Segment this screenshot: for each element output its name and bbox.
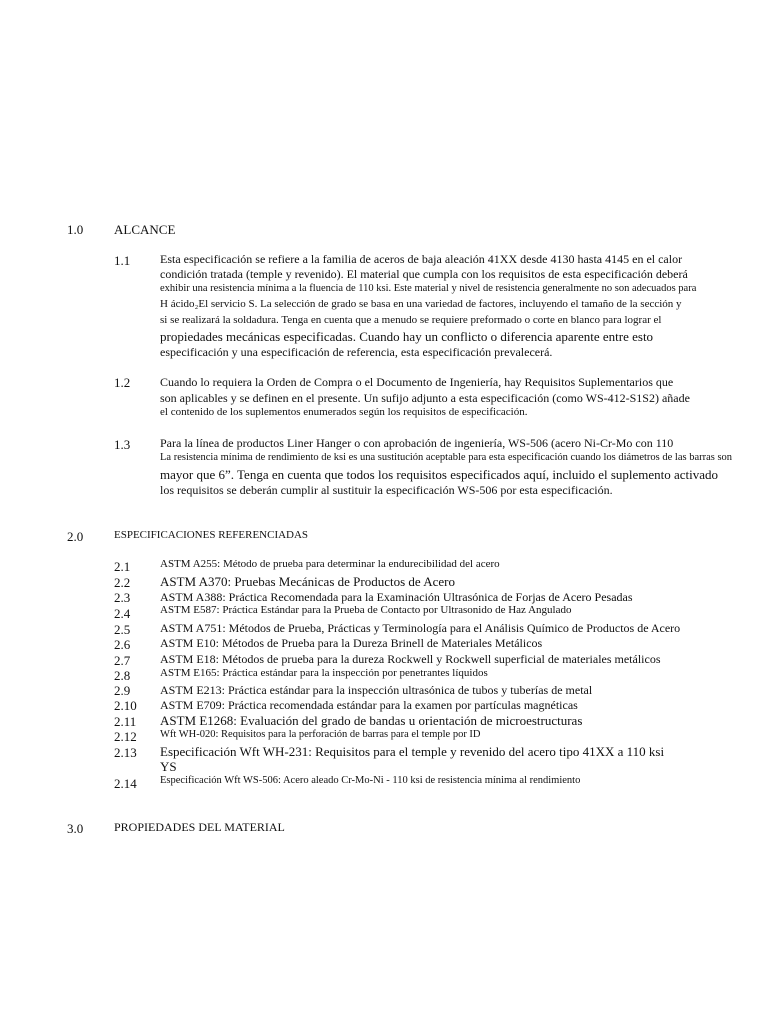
section-title: ESPECIFICACIONES REFERENCIADAS xyxy=(114,529,309,541)
reference-text: ASTM A370: Pruebas Mecánicas de Productos de Acero xyxy=(160,574,455,589)
paragraph-line: especificación y una especificación de referencia, esta especificación prevalecerá. xyxy=(160,345,553,359)
reference-number: 2.9 xyxy=(114,683,131,698)
reference-number: 2.5 xyxy=(114,622,131,637)
reference-text: Wft WH-020: Requisitos para la perforación de barras para el temple por ID xyxy=(160,729,481,740)
reference-number: 2.7 xyxy=(114,653,131,668)
paragraph-line: propiedades mecánicas especificadas. Cuando hay un conflicto o diferencia aparente entre esto xyxy=(160,329,654,344)
paragraph-line: son aplicables y se definen en el presente. Un sufijo adjunto a esta especificación (como WS-412-S1S2) añade xyxy=(160,391,690,405)
paragraph-line: Para la línea de productos Liner Hanger o con aprobación de ingeniería, WS-506 (acero Ni-Cr-Mo con 110 xyxy=(160,436,674,450)
paragraph-line: condición tratada (temple y revenido). El material que cumpla con los requisitos de esta especificación deberá xyxy=(160,267,688,281)
section-title: PROPIEDADES DEL MATERIAL xyxy=(114,820,285,834)
reference-number: 2.10 xyxy=(114,698,137,713)
paragraph-line: Cuando lo requiera la Orden de Compra o el Documento de Ingeniería, hay Requisitos Suplementarios que xyxy=(160,375,674,389)
reference-text: ASTM A751: Métodos de Prueba, Prácticas y Terminología para el Análisis Químico de Productos de Acero xyxy=(160,621,681,635)
reference-text: ASTM A255: Método de prueba para determinar la endurecibilidad del acero xyxy=(160,558,500,570)
paragraph-line: exhibir una resistencia mínima a la fluencia de 110 ksi. Este material y nivel de resistencia generalmente no son adecuados para xyxy=(160,283,697,294)
reference-text: ASTM E10: Métodos de Prueba para la Dureza Brinell de Materiales Metálicos xyxy=(160,636,543,650)
section-number: 2.0 xyxy=(67,529,84,544)
reference-number: 2.2 xyxy=(114,575,131,590)
reference-text-continuation: YS xyxy=(160,759,177,774)
paragraph-line: el contenido de los suplementos enumerados según los requisitos de especificación. xyxy=(160,406,528,418)
paragraph-line: Esta especificación se refiere a la familia de aceros de baja aleación 41XX desde 4130 hasta 4145 en el calor xyxy=(160,252,683,266)
reference-text: Especificación Wft WS-506: Acero aleado Cr-Mo-Ni - 110 ksi de resistencia mínima al rendimiento xyxy=(160,775,581,786)
reference-text: ASTM E709: Práctica recomendada estándar para la examen por partículas magnéticas xyxy=(160,698,578,712)
paragraph-line: mayor que 6”. Tenga en cuenta que todos los requisitos especificados aquí, incluido el suplemento activado xyxy=(160,467,719,482)
reference-text: ASTM E213: Práctica estándar para la inspección ultrasónica de tubos y tuberías de metal xyxy=(160,683,593,697)
paragraph-line: si se realizará la soldadura. Tenga en cuenta que a menudo se requiere preformado o corte en blanco para lograr el xyxy=(160,314,662,326)
reference-number: 2.12 xyxy=(114,729,137,744)
reference-number: 2.13 xyxy=(114,745,137,760)
reference-number: 2.11 xyxy=(114,714,137,729)
reference-text: Especificación Wft WH-231: Requisitos para el temple y revenido del acero tipo 41XX a 110 ksi xyxy=(160,744,665,759)
reference-number: 2.1 xyxy=(114,559,131,574)
subsection-number: 1.1 xyxy=(114,253,131,268)
section-number: 1.0 xyxy=(67,222,84,237)
reference-number: 2.3 xyxy=(114,590,131,605)
reference-number: 2.14 xyxy=(114,776,137,791)
section-number: 3.0 xyxy=(67,821,84,836)
subsection-number: 1.3 xyxy=(114,437,131,452)
paragraph-line: H ácido₂El servicio S. La selección de grado se basa en una variedad de factores, incluyendo el tamaño de la sección y xyxy=(160,298,682,310)
reference-number: 2.4 xyxy=(114,606,131,621)
reference-text: ASTM E18: Métodos de prueba para la dureza Rockwell y Rockwell superficial de materiales metálicos xyxy=(160,652,661,666)
reference-text: ASTM E587: Práctica Estándar para la Prueba de Contacto por Ultrasonido de Haz Angulado xyxy=(160,604,572,616)
reference-number: 2.8 xyxy=(114,668,131,683)
subsection-number: 1.2 xyxy=(114,375,131,390)
reference-text: ASTM A388: Práctica Recomendada para la Examinación Ultrasónica de Forjas de Acero Pesadas xyxy=(160,590,633,604)
paragraph-line: los requisitos se deberán cumplir al sustituir la especificación WS-506 por esta especificación. xyxy=(160,483,613,497)
paragraph-line: La resistencia mínima de rendimiento de ksi es una sustitución aceptable para esta especificación cuando los diámetros de las barras son xyxy=(160,452,733,463)
section-title: ALCANCE xyxy=(114,222,176,237)
reference-text: ASTM E1268: Evaluación del grado de bandas u orientación de microestructuras xyxy=(160,713,583,728)
reference-number: 2.6 xyxy=(114,637,131,652)
reference-text: ASTM E165: Práctica estándar para la inspección por penetrantes líquidos xyxy=(160,667,488,679)
